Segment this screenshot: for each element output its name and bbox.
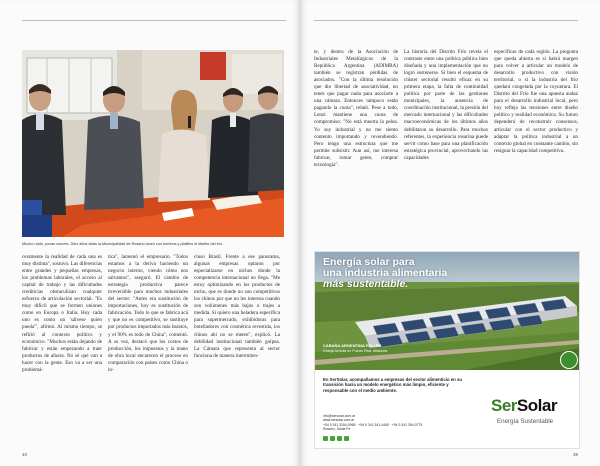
- sersolar-advertisement: [314, 251, 580, 449]
- instagram-icon: [330, 436, 335, 441]
- logo-part-2: Solar: [516, 396, 557, 415]
- left-column-1: [22, 254, 102, 374]
- press-conference-photo: [22, 50, 284, 237]
- left-column-3: [194, 254, 280, 360]
- contact-phones: +54 9 341 3154-0968 · +54 9 341 541-4465 · +54 9 341 394-0779: [323, 422, 423, 427]
- plant-location: Granja Avícola en Puerto Pirai, Misiones: [323, 348, 388, 353]
- right-page: [300, 0, 600, 466]
- linkedin-icon: [337, 436, 342, 441]
- ad-contact: [323, 414, 473, 432]
- paragraph: tica", lamentó el empresario. "Todos estamos a la deriva haciendo un negocio interno, viendo cómo nos salvamos", aseguró. El cambio de estrategia productiva parece irreversible para muchos industriales del sector: "Antes era sustitución de importaciones, hoy es sustitución de fabricación. Todo lo que se fabrica acá y que no es competitivo, se sustituye por productos importados más baratos, y el 90% es todo de China", comentó. A su vez, destacó que los costos de producción, los impuestos y la mano de obra local encarecen el proceso en comparación con países como China o in-: [108, 254, 188, 373]
- paragraph: específicas de cada región. La pregunta que queda abierta es si habrá margen para volver a articular un modelo de desarrollo productivo con visión territorial, o si la industria del frío quedará congelada por la coyuntura. El Distrito del Frío fue una apuesta audaz para el desarrollo industrial local, pero hoy refleja las tensiones entre diseño político y realidad económica. Su futuro dependerá de reconstruir consensos, articular con el sector productivo y adaptar la política industrial a un contexto global en constante cambio, sin resignar la capacidad competitiva.: [494, 49, 578, 154]
- paragraph: cluso Brasil. Frente a ese panorama, algunas empresas optaron por especializarse en nichos donde la competencia internacional no llega. "Me estoy optimizando en los productos de nicho, que es donde no son competitivos los chinos por que no les interesa cuando son volúmenes más bajos o trajes a medida. Si quiero una heladera especifica para supermercado, exhibidoras para botelladores con cosmética revestida, los chinos ahí no se meten", explicó. La debilidad institucional también golpea. La Cámara que representa al sector funciona de manera intermiten-: [194, 254, 280, 359]
- headline-line-1: Energía solar para: [323, 256, 415, 268]
- paragraph: La historia del Distrito Frío revela el contraste entre una política pública bien diseñada y una implementación que no logró sostenerse. Si bien el esquema de clúster sectorial resultó eficaz en su primera etapa, la falta de continuidad política por parte de las gestiones municipales, la ausencia de coordinación institucional, la presión del mercado internacional y las dificultades macroeconómicas de los últimos años debilitaron su desarrollo. Para muchos referentes, la experiencia rosarina puede servir como base para una planificación estratégica provincial, aprovechando las capacidades: [404, 49, 488, 161]
- top-rule: [22, 20, 286, 21]
- sersolar-logo: [491, 396, 557, 416]
- contact-website: www.sersolar.com.ar: [323, 418, 355, 423]
- contact-city: Rosario, Santa Fe: [323, 427, 351, 432]
- contact-email: info@sersolar.com.ar: [323, 414, 356, 418]
- right-column-3: [494, 49, 578, 155]
- paragraph: ceramente la realidad de cada una es muy distinta", sostuvo. Las diferencias entre grandes y pequeñas empresas, los problemas laborales, el acceso al capital de trabajo y las dificultades crediticias obstaculizan cualquier esfuerzo de articulación sectorial. "Es muy difícil que se formen uniones como en Europa o Italia. Hoy cada uno es como un 'sálvese quien pueda'", afirmó. Al mismo tiempo, se refirió al contexto político y económico. "Muchos están dejando de fabricar y están empezando a traer productos de afuera. No sé qué van a hacer con la gente. Eso va a ser una problemá-: [22, 254, 102, 373]
- photo-caption: Mucho ruido, pocas nueces. Diez años atrás la Municipalidad de Rosario lanzó con bombos y platillos el distrito del frío.: [22, 242, 224, 246]
- right-column-2: [404, 49, 488, 162]
- social-icons: [323, 436, 349, 441]
- logo-subtitle: Energía Sustentable: [497, 418, 554, 425]
- paragraph: te, y dentro de la Asociación de Industriales Metalúrgicos de la República Argentina (ADIMRA) también se registran pérdidas de asociados. "Con la última resolución que dio libertad de asociatividad, no tenés que pagar nada para asociarte a una cámara. Entonces tampoco están pagando la cuota", relató. Pese a todo, Lenzi mantiene una cuota de compromiso: "No está muerta la pelea. Yo soy industrial y no me siento contento importando y revendiendo. Pero tengo una estructura que me permite subsistir. Aun así, me interesa fabricar, tomar gente, comprar tecnología".: [314, 49, 398, 168]
- right-column-1: [314, 49, 398, 169]
- facebook-icon: [323, 436, 328, 441]
- plant-name: CABAÑA ARGENTINA FELLER: [323, 343, 382, 348]
- left-column-2: [108, 254, 188, 374]
- page-number: 40: [22, 452, 28, 457]
- ad-tagline: En SerSolar, acompañamos a empresas del sector alimenticio en su transición hacia un modelo energético más limpio, eficiente y responsable con el medio ambiente.: [323, 377, 462, 393]
- certification-badge-icon: [560, 351, 578, 369]
- logo-part-1: Ser: [491, 396, 517, 415]
- whatsapp-icon: [344, 436, 349, 441]
- ad-headline: [323, 257, 563, 290]
- top-rule: [314, 20, 578, 21]
- headline-line-2: una industria alimentaria: [323, 267, 448, 279]
- plant-label: [323, 344, 387, 353]
- page-number: 39: [572, 452, 578, 457]
- headline-line-3: más sustentable.: [323, 278, 409, 290]
